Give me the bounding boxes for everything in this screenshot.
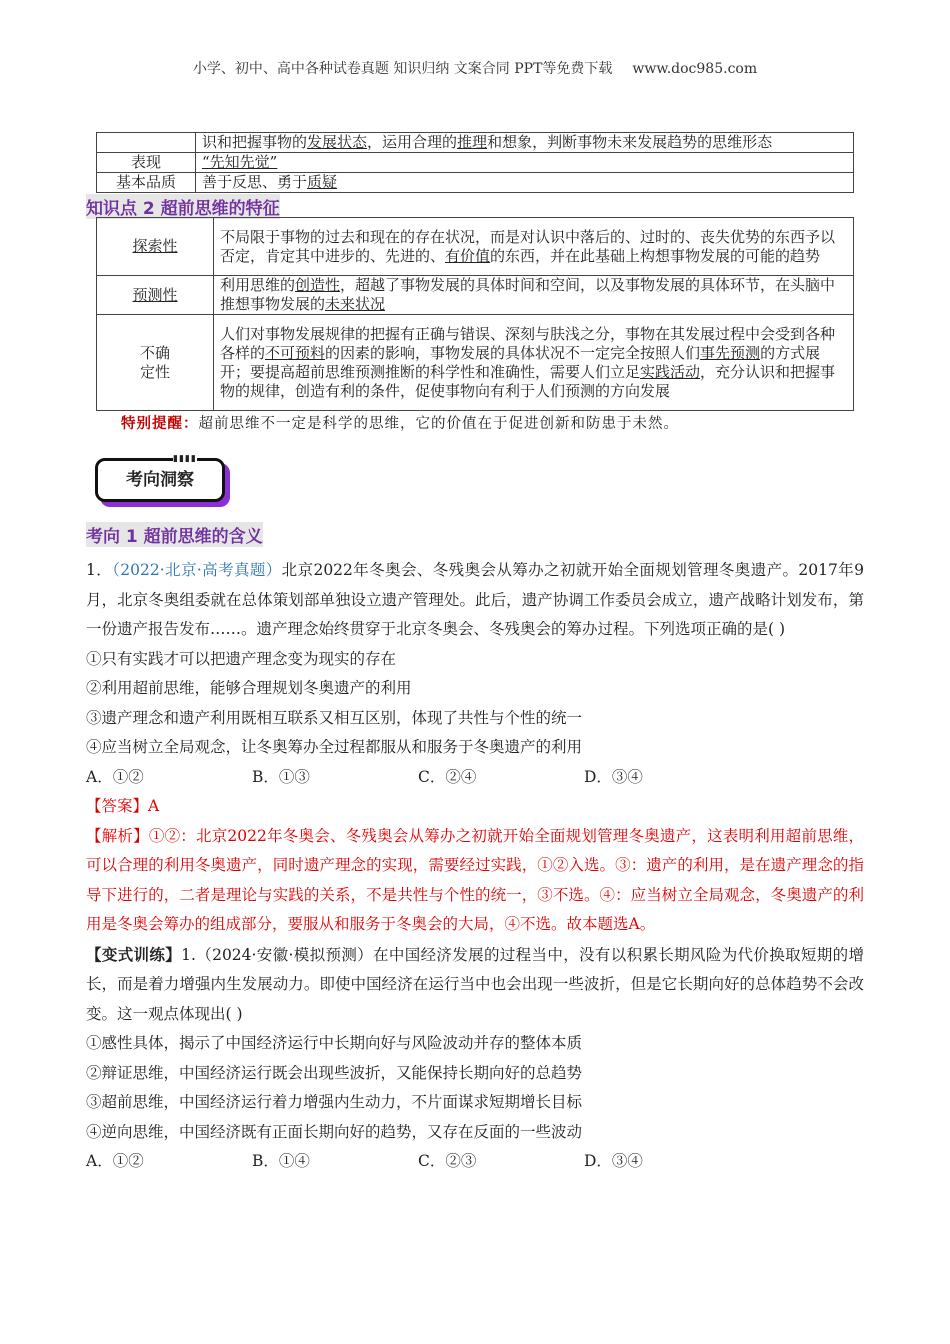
table-value: 人们对事物发展规律的把握有正确与错误、深刻与肤浅之分，事物在其发展过程中会受到各种各样的不可预料的因素的影响，事物发展的具体状况不一定完全按照人们事先预测的方式展开；要提高超前思维预测推断的科学性和准确性，需要人们立足实践活动，充分认识和把握事物的规律，创造有利的条件，促使事物向有利于人们预测的方向发展 [214,315,854,411]
option: B．①④ [252,1152,310,1170]
binder-rings-icon: ▮▮▮▮ [173,454,197,464]
table-value-text: “先知先觉” [202,153,278,171]
analysis: 【解析】①②：北京2022年冬奥会、冬残奥会从筹办之初就开始全面规划管理冬奥遗产，这表明利用超前思维，可以合理的利用冬奥遗产，同时遗产理念的实现，需要经过实践，①②入选。③：遗产的利用，是在遗产理念的指导下进行的，二者是理论与实践的关系，不是共性与个性的统一，③不选。④：应当树立全局观念，冬奥遗产的利用是冬奥会筹办的组成部分，要服从和服务于冬奥会的大局，④不选。故本题选A。 [86,826,864,933]
reminder-label: 特别提醒： [121,415,199,432]
table-value: 利用思维的创造性，超越了事物发展的具体时间和空间，以及事物发展的具体环节，在头脑中推想事物发展的未来状况 [214,276,854,315]
table-key-text: 探索性 [132,237,178,255]
topic-heading: 考向 1 超前思维的含义 [86,522,263,547]
definition-table [96,132,854,193]
table-key [97,218,214,276]
statement: ③遗产理念和遗产利用既相互联系又相互区别，体现了共性与个性的统一 [86,708,583,727]
badge-label: 考向洞察 [95,458,225,502]
reminder-text: 超前思维不一定是科学的思维，它的价值在于促进创新和防患于未然。 [198,416,679,432]
statement: ③超前思维，中国经济运行着力增强内生动力，不片面谋求短期增长目标 [86,1093,583,1111]
statement: ②利用超前思维，能够合理规划冬奥遗产的利用 [86,679,412,697]
option: C．②③ [418,1152,477,1170]
answer: 【答案】A [86,797,160,815]
section-heading: 知识点 2 超前思维的特征 [86,194,280,219]
statement: ②辩证思维，中国经济运行既会出现些波折，又能保持长期向好的总趋势 [86,1063,583,1082]
special-reminder [121,412,679,433]
question-text: 北京2022年冬奥会、冬残奥会从筹办之初就开始全面规划管理冬奥遗产。2017年9月，北京冬奥组委就在总体策划部单独设立遗产管理处。此后，遗产协调工作委员会成立，遗产战略计划发布，第一份遗产报告发布……。遗产理念始终贯穿于北京冬奥会、冬残奥会的筹办过程。下列选项正确的是( ) [86,561,864,638]
question-source: （2022·北京·高考真题） [112,561,282,579]
table-key [97,133,196,153]
header-text: 小学、初中、高中各种试卷真题 知识归纳 文案合同 PPT等免费下载 [192,61,613,77]
table-key-text: 不确定性 [139,343,170,381]
question-1-stem [86,556,864,645]
statement: ④应当树立全局观念，让冬奥筹办全过程都服从和服务于冬奥遗产的利用 [86,738,583,756]
option: D．③④ [584,1152,643,1170]
table-value: 不局限于事物的过去和现在的存在状况，而是对认识中落后的、过时的、丧失优势的东西予以否定，肯定其中进步的、先进的、有价值的东西，并在此基础上构想事物发展的可能的趋势 [214,218,854,276]
option: A．①② [86,767,144,786]
exercise-label: 【变式训练】 [86,944,182,964]
table-value: 善于反思、勇于质疑 [196,173,854,193]
questions [86,556,864,1177]
option: C．②④ [418,767,477,786]
table-key [97,315,214,411]
question-text: 1.（2024·安徽·模拟预测）在中国经济发展的过程当中，没有以积累长期风险为代价换取短期的增长，而是着力增强内生发展动力。即使中国经济在运行当中也会出现一些波折，但是它长期向好的总体趋势不会改变。这一观点体现出( ) [86,945,864,1023]
table-value: 识和把握事物的发展状态，运用合理的推理和想象，判断事物未来发展趋势的思维形态 [196,133,854,153]
answer-options [86,1147,864,1177]
question-2-stem [86,940,864,1030]
question-number: 1． [86,561,113,579]
table-key-text: 预测性 [132,285,178,304]
answer-options [86,763,864,793]
option: A．①② [86,1152,144,1170]
header-url[interactable]: www.doc985.com [632,61,758,77]
section-badge [95,454,225,502]
table-value [196,153,854,173]
option: D．③④ [584,767,643,786]
statement: ①只有实践才可以把遗产理念变为现实的存在 [86,649,397,668]
page-header [0,58,950,78]
table-key: 表现 [97,153,196,173]
features-table [96,217,854,411]
statement: ④逆向思维，中国经济既有正面长期向好的趋势，又存在反面的一些波动 [86,1122,583,1141]
option: B．①③ [252,767,310,786]
table-key: 基本品质 [97,173,196,193]
table-key [97,276,214,315]
statement: ①感性具体，揭示了中国经济运行中长期向好与风险波动并存的整体本质 [86,1034,583,1052]
